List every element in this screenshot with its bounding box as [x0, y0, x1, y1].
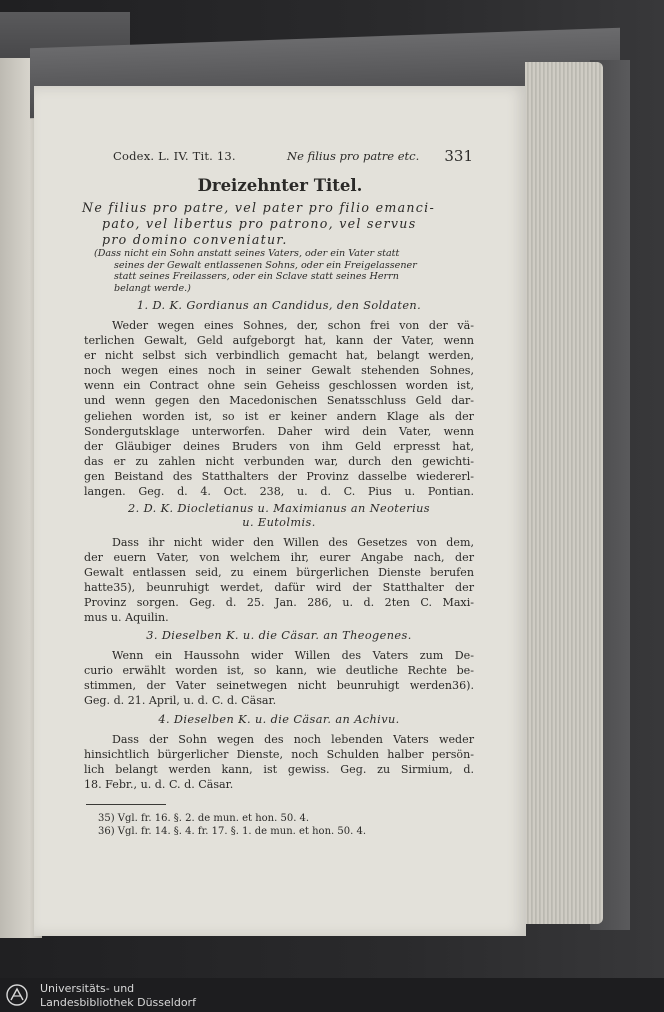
text-line: mus u. Aquilin.	[84, 611, 169, 625]
text-line: 18. Febr., u. d. C. d. Cäsar.	[84, 778, 234, 792]
library-footer	[0, 978, 664, 1012]
text-line: Wenn ein Haussohn wider Willen des Vaters zum De-	[112, 649, 474, 662]
text-line: das er zu zahlen nicht verbunden war, durch den gewichti-	[84, 454, 474, 468]
footnote: 36) Vgl. fr. 14. §. 4. fr. 17. §. 1. de mun. et hon. 50. 4.	[98, 826, 366, 837]
footnotes	[98, 812, 474, 838]
section-heading	[84, 713, 474, 727]
footnote-rule	[86, 804, 166, 805]
library-name-line1: Universitäts- und	[40, 982, 135, 995]
text-line: der Gläubiger deines Bruders von ihm Geld erpresst hat,	[84, 439, 474, 453]
text-line: stimmen, der Vater seinetwegen nicht beunruhigt werden36).	[84, 679, 474, 693]
text-line: geliehen worden ist, so ist er keiner andern Klage als der	[84, 409, 474, 423]
text-line: hinsichtlich bürgerlicher Dienste, noch Schulden halber persön-	[84, 748, 474, 762]
gloss-line: seines der Gewalt entlassenen Sohns, oder ein Freigelassener	[114, 259, 417, 271]
section-body	[84, 732, 474, 792]
section-heading	[84, 502, 474, 530]
section-heading	[84, 299, 474, 313]
section-heading-line: u. Eutolmis.	[242, 516, 316, 529]
gloss-line: (Dass nicht ein Sohn anstatt seines Vaters, oder ein Vater statt	[94, 248, 400, 259]
text-line: Provinz sorgen. Geg. d. 25. Jan. 286, u. d. 2ten C. Maxi-	[84, 596, 474, 610]
running-head	[113, 148, 473, 166]
running-head-title: Ne filius pro patre etc.	[287, 149, 420, 163]
section-heading-line: 1. D. K. Gordianus an Candidus, den Soldaten.	[136, 299, 422, 312]
section-body	[84, 648, 474, 708]
chapter-title: Dreizehnter Titel.	[197, 176, 363, 195]
gloss-line: belangt werde.)	[114, 282, 191, 294]
section-heading	[84, 629, 474, 643]
rubric-line: pro domino conveniatur.	[102, 232, 288, 247]
text-line: er nicht selbst sich verbindlich gemacht hat, belangt werden,	[84, 349, 474, 363]
section-heading-line: 4. Dieselben K. u. die Cäsar. an Achivu.	[158, 713, 400, 726]
text-line: noch wegen eines noch in seiner Gewalt stehenden Sohnes,	[84, 364, 474, 378]
text-line: wenn ein Contract ohne sein Geheiss geschlossen worden ist,	[84, 379, 474, 393]
text-line: Sondergutsklage unterworfen. Daher wird dein Vater, wenn	[84, 424, 474, 438]
footnote: 35) Vgl. fr. 16. §. 2. de mun. et hon. 50. 4.	[98, 813, 310, 824]
text-line: Geg. d. 21. April, u. d. C. d. Cäsar.	[84, 694, 277, 708]
text-line: gen Beistand des Statthalters der Provinz dasselbe wiedererl-	[84, 469, 474, 483]
section-heading-line: 3. Dieselben K. u. die Cäsar. an Theogenes.	[146, 629, 412, 642]
text-line: terlichen Gewalt, Geld aufgeborgt hat, kann der Vater, wenn	[84, 334, 474, 348]
section-body	[84, 318, 474, 499]
text-line: hatte35), beunruhigt werdet, dafür wird der Statthalter der	[84, 581, 474, 595]
section-heading-line: 2. D. K. Diocletianus u. Maximianus an Neoterius	[128, 502, 430, 515]
text-line: Gewalt entlassen seid, zu einem bürgerlichen Dienste berufen	[84, 566, 474, 580]
text-line: Dass ihr nicht wider den Willen des Gesetzes von dem,	[112, 536, 474, 549]
text-line: lich belangt werden kann, ist gewiss. Geg. zu Sirmium, d.	[84, 763, 474, 777]
text-line: curio erwählt worden ist, so kann, wie deutliche Rechte be-	[84, 664, 474, 678]
text-line: Dass der Sohn wegen des noch lebenden Vaters weder	[112, 733, 474, 746]
text-line: der euern Vater, von welchem ihr, eurer Angabe nach, der	[84, 551, 474, 565]
text-line: langen. Geg. d. 4. Oct. 238, u. d. C. Pius u. Pontian.	[84, 485, 474, 499]
ulb-logo-icon	[6, 984, 28, 1006]
rubric-line: pato, vel libertus pro patrono, vel servus	[102, 216, 417, 231]
library-name-line2: Landesbibliothek Düsseldorf	[40, 996, 196, 1009]
latin-rubric	[82, 200, 474, 248]
running-head-left: Codex. L. IV. Tit. 13.	[113, 149, 236, 163]
german-gloss	[94, 248, 472, 294]
page-number: 331	[444, 147, 473, 165]
section-body	[84, 535, 474, 626]
gloss-line: statt seines Freilassers, oder ein Sclave statt seines Herrn	[114, 271, 399, 283]
text-line: Weder wegen eines Sohnes, der, schon frei von der vä-	[112, 319, 474, 332]
rubric-line: Ne filius pro patre, vel pater pro filio emanci-	[82, 200, 436, 215]
page-edges	[525, 62, 603, 924]
text-line: und wenn gegen den Macedonischen Senatsschluss Geld dar-	[84, 394, 474, 408]
